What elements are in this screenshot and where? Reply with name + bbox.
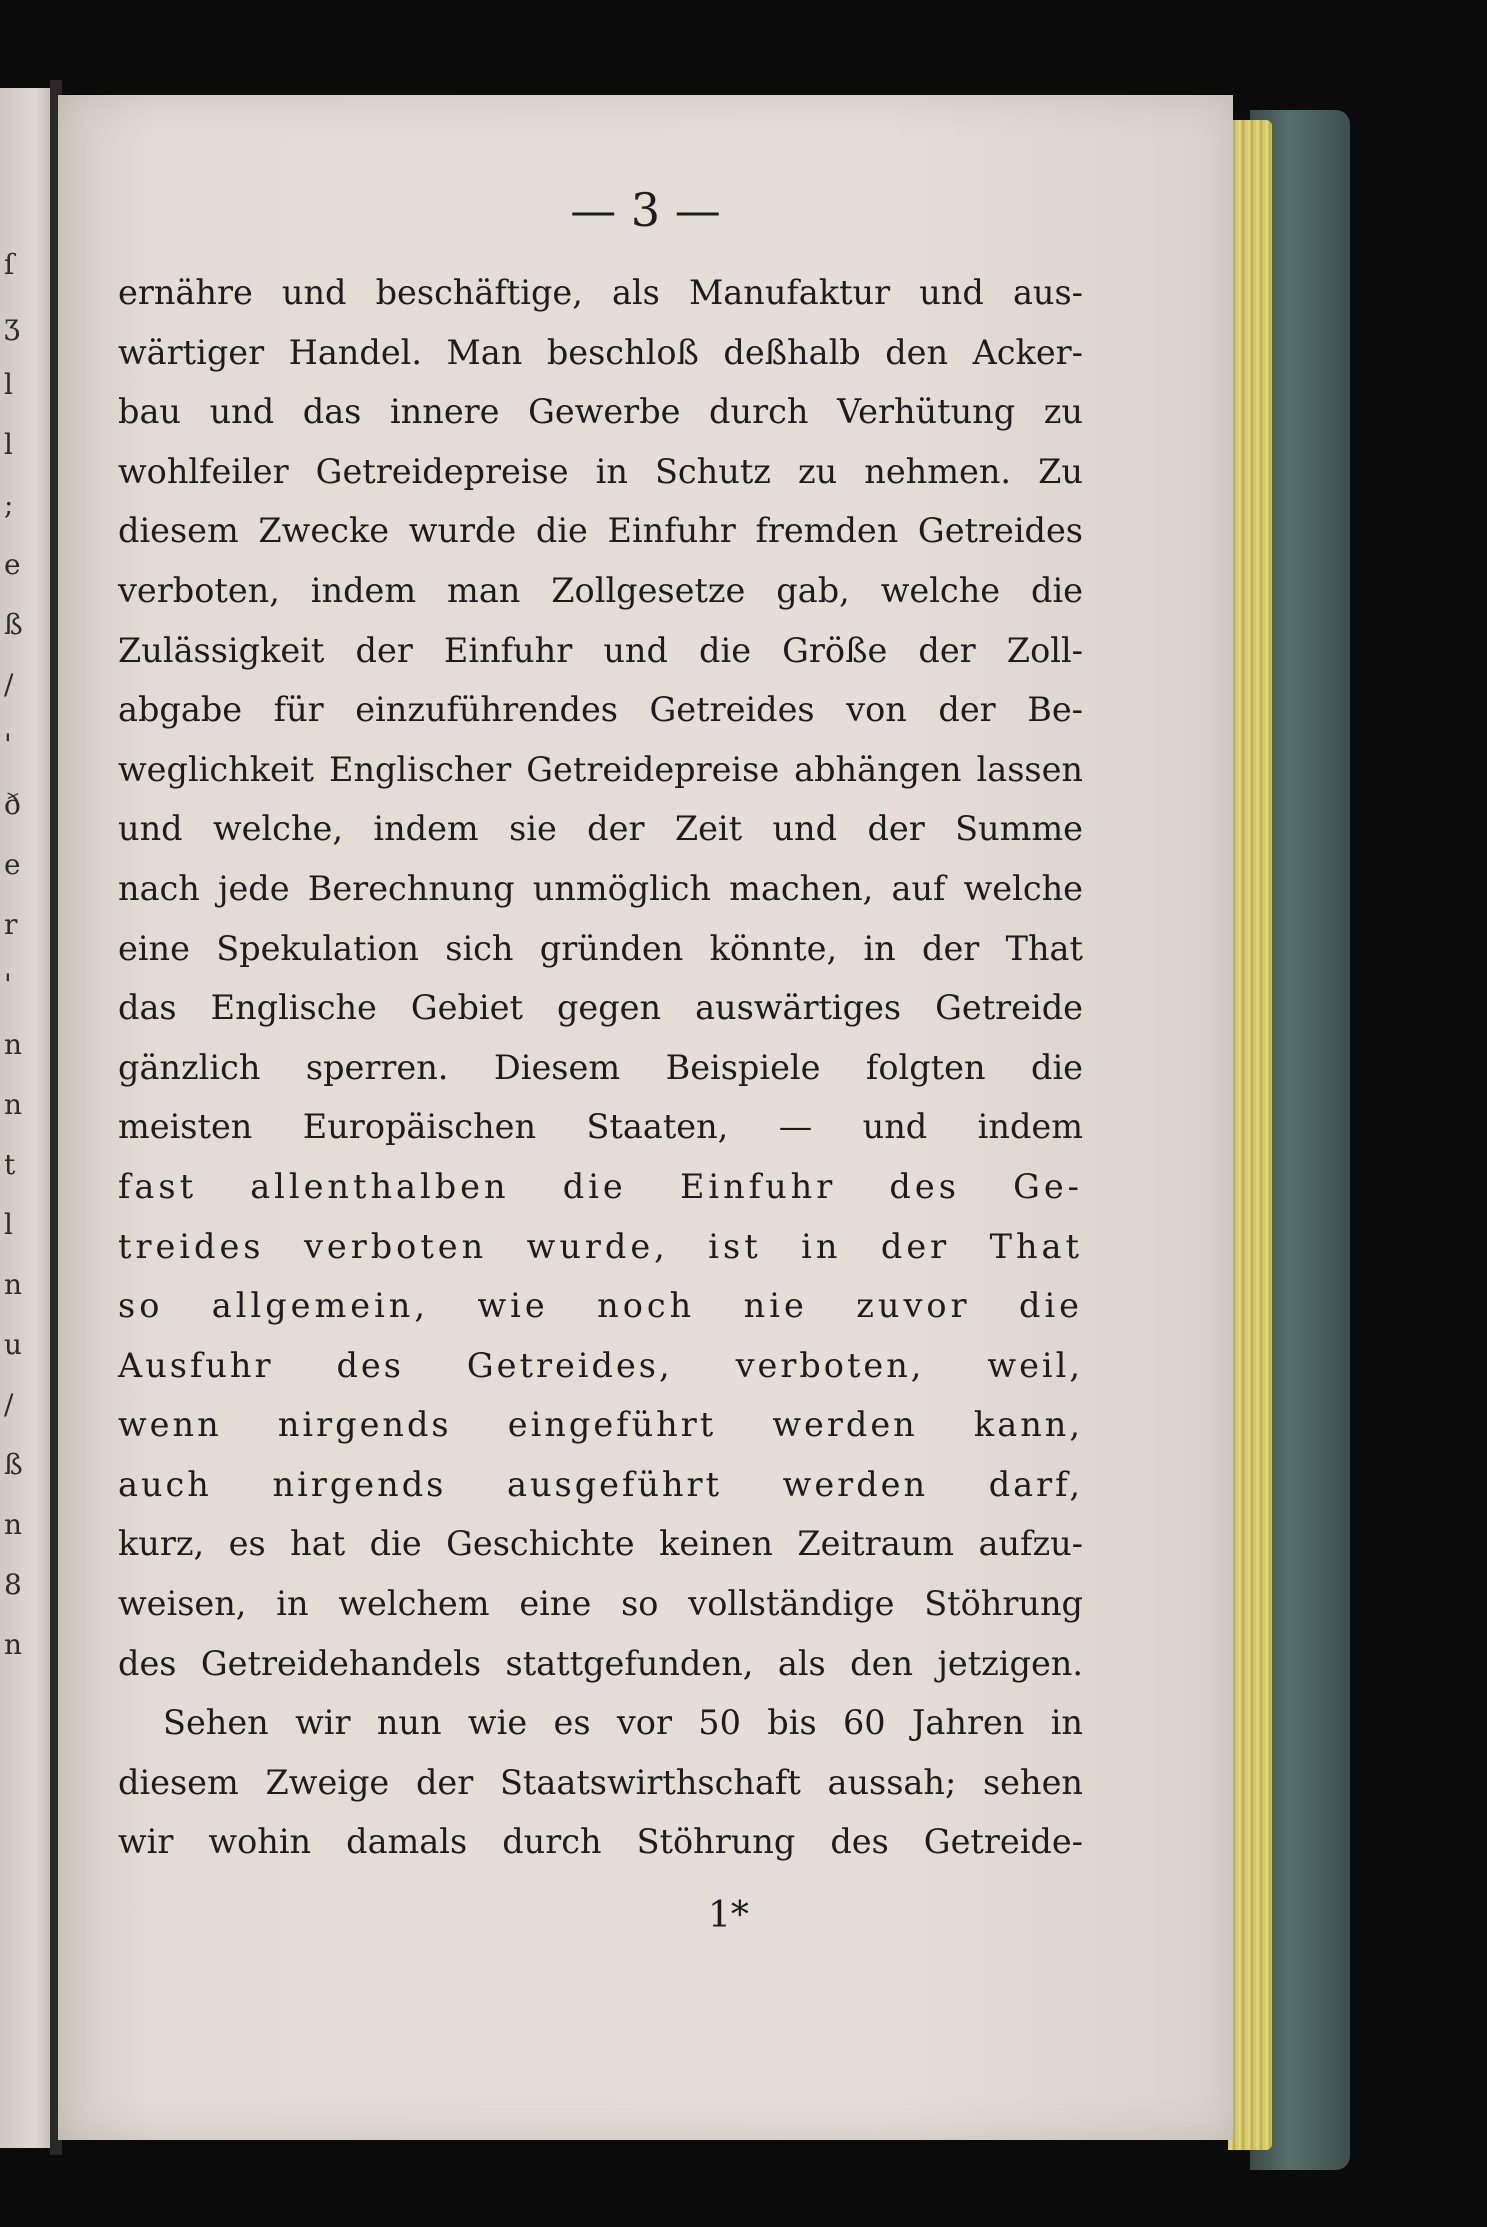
text-line: abgabe für einzuführendes Getreides von der Be-	[118, 690, 1083, 730]
text-line: Ausfuhr des Getreides, verboten, weil,	[118, 1345, 1083, 1385]
text-line: bau und das innere Gewerbe durch Verhütung zu	[118, 392, 1083, 432]
facing-page-fragment: /	[4, 668, 14, 701]
text-line: so allgemein, wie noch nie zuvor die	[118, 1286, 1083, 1326]
text-line: fast allenthalben die Einfuhr des Ge-	[118, 1166, 1083, 1206]
facing-page-fragment: n	[4, 1028, 23, 1061]
text-line: wenn nirgends eingeführt werden kann,	[118, 1405, 1083, 1445]
text-line: Zulässigkeit der Einfuhr und die Größe der Zoll-	[118, 630, 1083, 670]
facing-page-fragment: ð	[4, 788, 21, 821]
facing-page-fragment: l	[4, 368, 13, 401]
text-line: auch nirgends ausgeführt werden darf,	[118, 1464, 1083, 1504]
facing-page-fragment: /	[4, 1388, 14, 1421]
text-line: Sehen wir nun wie es vor 50 bis 60 Jahren in	[163, 1703, 1083, 1743]
facing-page-fragment: l	[4, 1208, 13, 1241]
facing-page-fragment: n	[4, 1268, 23, 1301]
text-line: diesem Zwecke wurde die Einfuhr fremden Getreides	[118, 511, 1083, 551]
facing-page-fragment: e	[4, 548, 21, 581]
text-line: wir wohin damals durch Stöhrung des Getreide-	[118, 1822, 1083, 1862]
facing-page-fragment: r	[4, 908, 18, 941]
facing-page-fragment: '	[4, 968, 12, 1001]
text-line: ernähre und beschäftige, als Manufaktur und aus-	[118, 273, 1083, 312]
facing-page-fragment: e	[4, 848, 21, 881]
page-number-header: — 3 —	[570, 183, 721, 237]
text-line: gänzlich sperren. Diesem Beispiele folgten die	[118, 1047, 1083, 1087]
facing-page-fragment: '	[4, 728, 12, 761]
text-line: diesem Zweige der Staatswirthschaft aussah; sehen	[118, 1762, 1083, 1802]
facing-page-fragment: n	[4, 1508, 23, 1541]
body-text	[118, 263, 1083, 1872]
facing-page-fragment: n	[4, 1628, 23, 1661]
facing-page-fragment: u	[4, 1328, 23, 1361]
facing-page-fragment: ß	[4, 1448, 23, 1481]
facing-page-fragment: t	[4, 1148, 16, 1181]
text-line: weisen, in welchem eine so vollständige Stöhrung	[118, 1584, 1083, 1624]
facing-page-fragment: ʒ	[4, 308, 20, 341]
text-line: weglichkeit Englischer Getreidepreise abhängen lassen	[118, 749, 1083, 789]
text-line: nach jede Berechnung unmöglich machen, auf welche	[118, 868, 1083, 908]
facing-page-fragment: ß	[4, 608, 23, 641]
text-line: kurz, es hat die Geschichte keinen Zeitraum aufzu-	[118, 1524, 1083, 1564]
text-line: das Englische Gebiet gegen auswärtiges Getreide	[118, 988, 1083, 1028]
signature-mark: 1*	[708, 1895, 749, 1936]
text-line: wärtiger Handel. Man beschloß deßhalb den Acker-	[118, 332, 1083, 372]
text-line: treides verboten wurde, ist in der That	[118, 1226, 1083, 1266]
text-line: meisten Europäischen Staaten, — und indem	[118, 1107, 1083, 1147]
text-line: wohlfeiler Getreidepreise in Schutz zu nehmen. Zu	[118, 451, 1083, 491]
facing-page-fragment: l	[4, 428, 13, 461]
facing-page-fragment: ;	[4, 488, 14, 521]
facing-page-fragment: ſ	[4, 248, 15, 281]
facing-page-fragment: 8	[4, 1568, 22, 1601]
text-line: eine Spekulation sich gründen könnte, in der That	[118, 928, 1083, 968]
text-line: und welche, indem sie der Zeit und der Summe	[118, 809, 1083, 849]
book-page	[58, 95, 1233, 2140]
text-line: verboten, indem man Zollgesetze gab, welche die	[118, 570, 1083, 610]
text-line: des Getreidehandels stattgefunden, als den jetzigen.	[118, 1643, 1083, 1683]
facing-page-fragment: n	[4, 1088, 23, 1121]
gilt-page-edges	[1228, 120, 1272, 2150]
